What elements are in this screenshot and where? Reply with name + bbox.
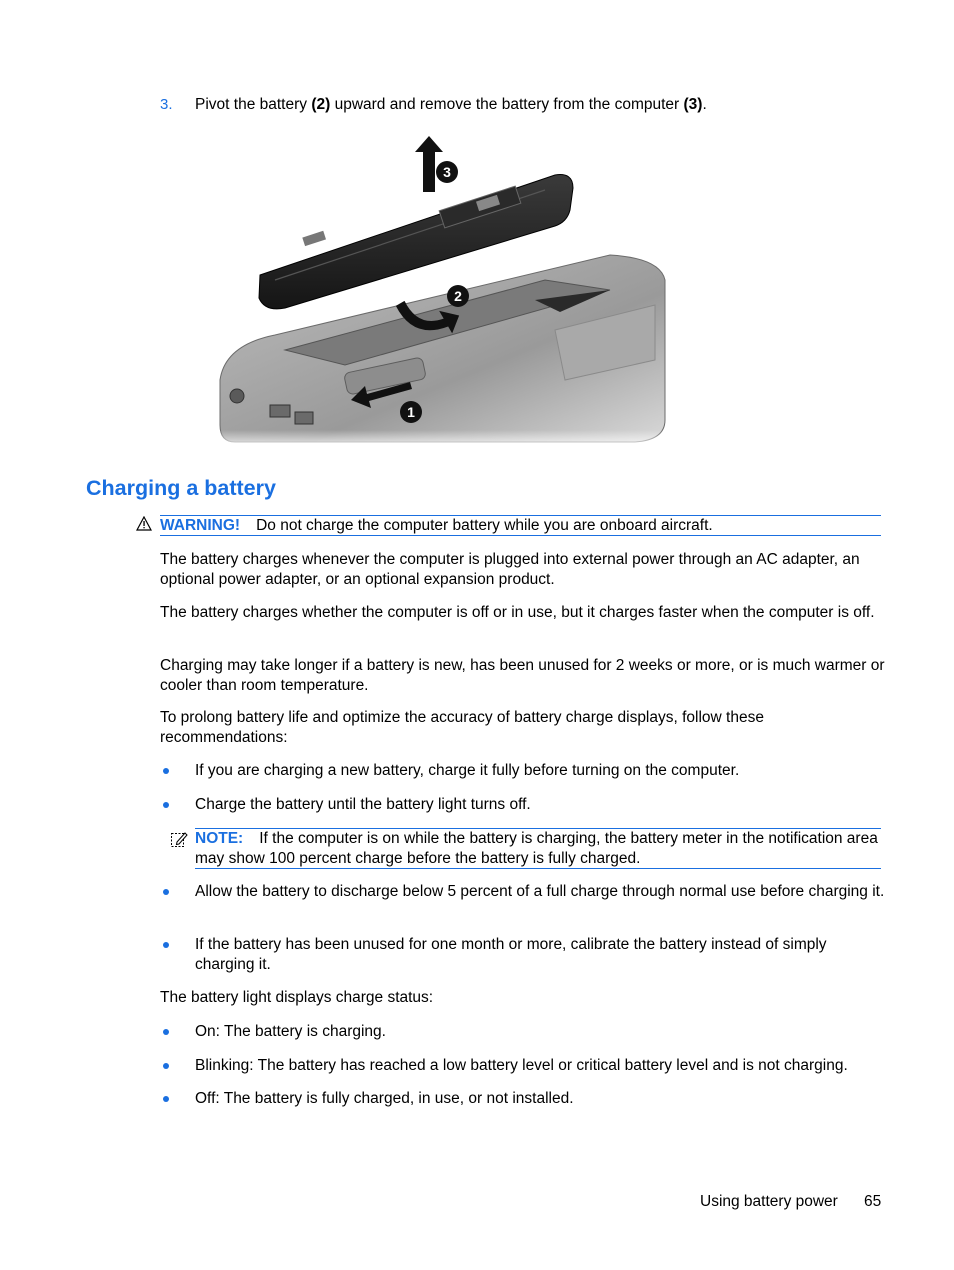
note-callout (195, 829, 885, 868)
step-text-part: . (702, 96, 707, 113)
warning-bottom-rule (160, 535, 881, 536)
step-bold-callout: (3) (683, 96, 703, 113)
note-text: If the computer is on while the battery is charging, the battery meter in the notification area may show 100 percent charge before the battery is fully charged. (195, 830, 878, 867)
callout-2-label: 2 (454, 288, 462, 304)
list-item: If you are charging a new battery, charge it fully before turning on the computer. (195, 762, 740, 779)
bullet-marker (163, 1029, 169, 1035)
step-bold-callout: (2) (311, 96, 331, 113)
list-item: On: The battery is charging. (195, 1023, 386, 1040)
note-label: NOTE: (195, 830, 244, 847)
warning-triangle-icon (136, 516, 152, 531)
list-item: Charge the battery until the battery light turns off. (195, 796, 531, 813)
page-number: 65 (864, 1193, 882, 1210)
list-item: Blinking: The battery has reached a low battery level or critical battery level and is not charging. (195, 1057, 848, 1074)
note-bottom-rule (195, 868, 881, 869)
bullet-marker (163, 1063, 169, 1069)
footer-section-title: Using battery power (700, 1193, 838, 1210)
bullet-marker (163, 802, 169, 808)
warning-label: WARNING! (160, 517, 241, 534)
warning-top-rule (160, 515, 881, 516)
callout-3-label: 3 (443, 164, 451, 180)
step-number: 3. (160, 96, 173, 113)
paragraph: Charging may take longer if a battery is new, has been unused for 2 weeks or more, or is much warmer or cooler than room temperature. (160, 657, 885, 694)
bullet-marker (163, 942, 169, 948)
warning-callout (160, 517, 713, 535)
list-item: If the battery has been unused for one month or more, calibrate the battery instead of simply charging it. (195, 936, 827, 973)
step-text-part: Pivot the battery (195, 96, 312, 113)
list-item: Off: The battery is fully charged, in use, or not installed. (195, 1090, 574, 1107)
bullet-marker (163, 889, 169, 895)
bullet-marker (163, 1096, 169, 1102)
battery-removal-illustration (215, 130, 675, 450)
paragraph: The battery charges whenever the computer is plugged into external power through an AC adapter, an optional power adapter, or an optional expansion product. (160, 551, 860, 588)
step-text (195, 96, 707, 114)
step-text-part: upward and remove the battery from the computer (330, 96, 684, 113)
status-intro: The battery light displays charge status: (160, 989, 434, 1006)
list-item: Allow the battery to discharge below 5 percent of a full charge through normal use before charging it. (195, 883, 885, 900)
arrow-up-icon (415, 136, 443, 192)
section-title: Charging a battery (86, 476, 276, 500)
paragraph: To prolong battery life and optimize the accuracy of battery charge displays, follow these recommendations: (160, 709, 764, 746)
warning-text: Do not charge the computer battery while you are onboard aircraft. (256, 517, 713, 534)
paragraph: The battery charges whether the computer is off or in use, but it charges faster when the computer is off. (160, 604, 875, 621)
bullet-marker (163, 768, 169, 774)
note-pencil-icon (170, 830, 188, 848)
callout-1-label: 1 (407, 404, 415, 420)
